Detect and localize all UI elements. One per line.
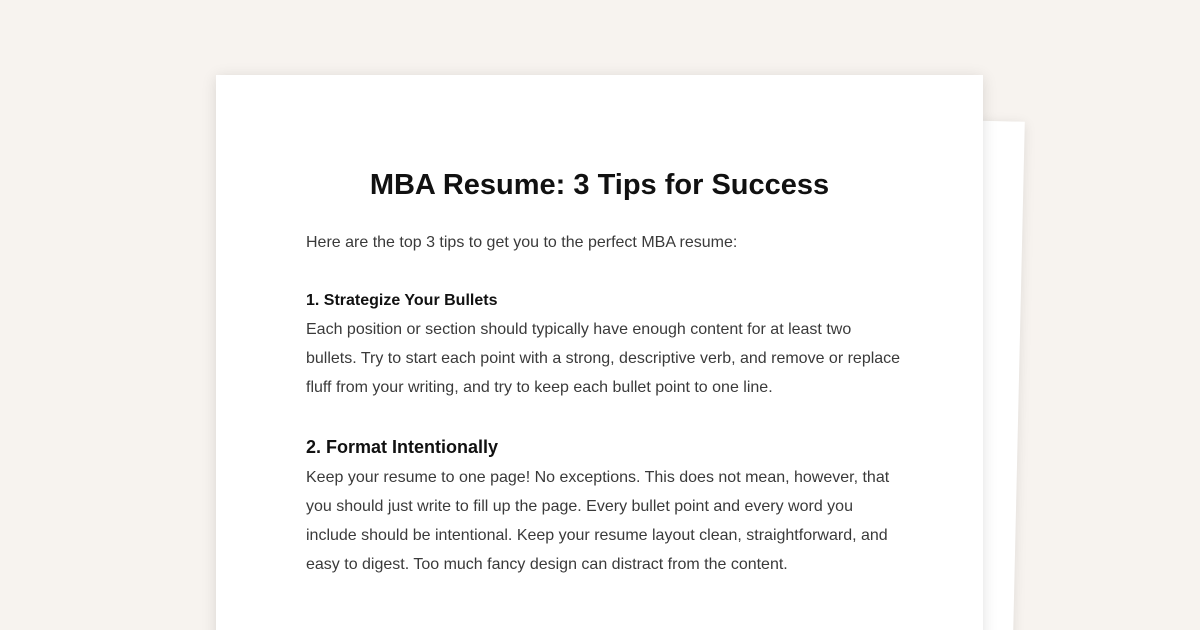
tip-heading-1: 1. Strategize Your Bullets	[306, 292, 498, 309]
document-title: MBA Resume: 3 Tips for Success	[369, 169, 830, 201]
tip-body-1: Each position or section should typically have enough content for at least two bullets. Try to start each point with a strong, descriptive verb, and remove or replace fluff from your writing, and try to keep each bullet point to one line.	[306, 321, 901, 396]
tip-section-2	[306, 431, 906, 579]
intro-paragraph: Here are the top 3 tips to get you to the perfect MBA resume:	[306, 234, 738, 251]
tip-body-2: Keep your resume to one page! No exceptions. This does not mean, however, that you should just write to fill up the page. Every bullet point and every word you include should be intentional. Keep your resume layout clean, straightforward, and easy to digest. Too much fancy design can distract from the content.	[306, 469, 890, 573]
tip-heading-2: 2. Format Intentionally	[306, 437, 499, 457]
document-body	[306, 228, 906, 579]
tip-section-1	[306, 286, 906, 402]
front-paper-sheet	[216, 75, 983, 630]
